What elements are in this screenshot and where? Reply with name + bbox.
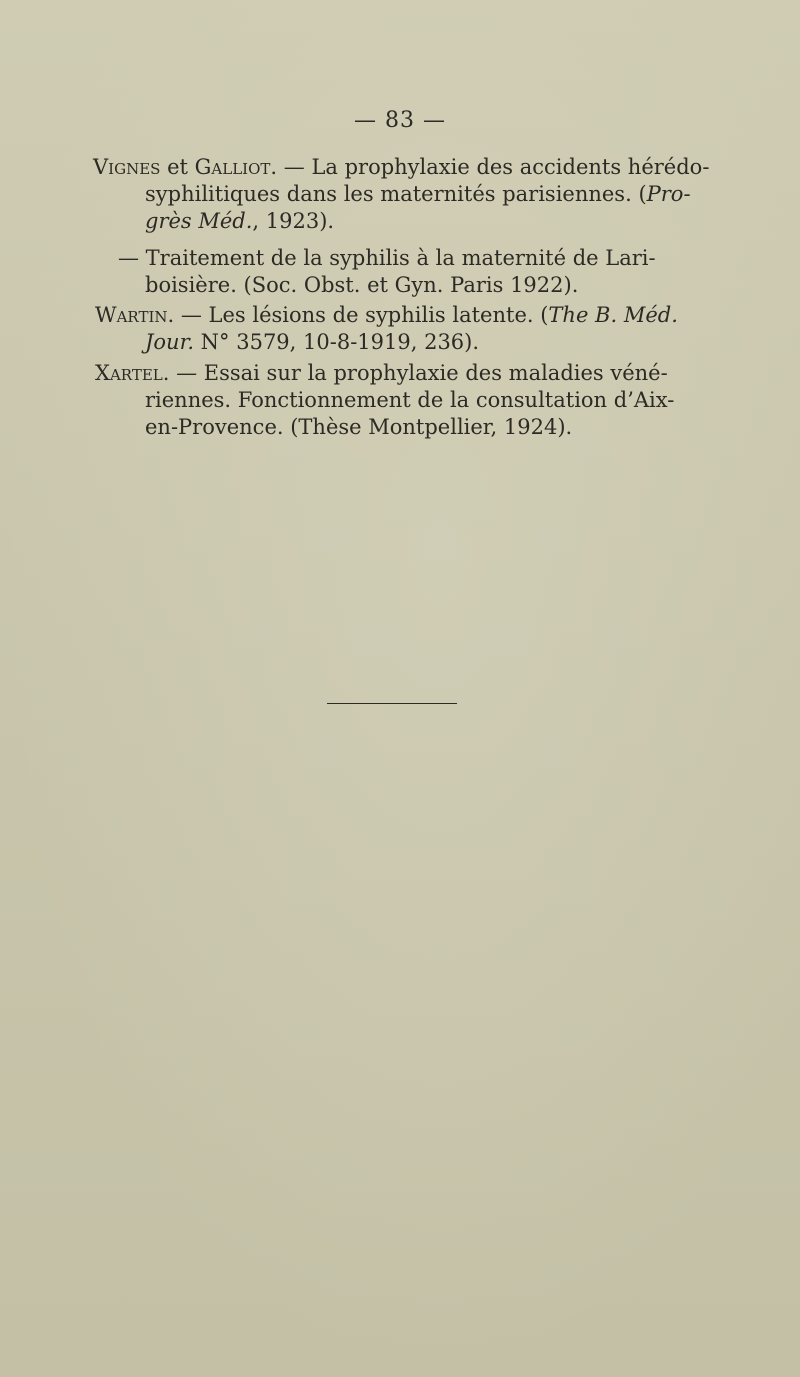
- entry-line: [118, 245, 738, 272]
- entry-text: — Traitement de la syphilis à la maternité de Lari-: [118, 246, 656, 270]
- entry-line: [95, 181, 715, 208]
- entry-line: [95, 302, 715, 329]
- entry-italic-text: Pro-: [646, 182, 691, 206]
- entry-text: — La prophylaxie des accidents hérédo-: [277, 155, 710, 179]
- entry-text: — Essai sur la prophylaxie des maladies véné-: [169, 361, 668, 385]
- entry-text: N° 3579, 10-8-1919, 236).: [194, 330, 480, 354]
- entry-text: — Les lésions de syphilis latente. (: [174, 303, 549, 327]
- bibliography-entry-wartin: [95, 302, 715, 356]
- entry-text: , 1923).: [252, 209, 335, 233]
- page-number: — 83 —: [354, 108, 446, 133]
- entry-line: [95, 329, 715, 356]
- author-name: Vignes: [93, 155, 161, 179]
- entry-line: [95, 360, 715, 387]
- entry-italic-text: The B. Méd.: [548, 303, 678, 327]
- entry-line: [95, 208, 715, 235]
- entry-text: syphilitiques dans les maternités parisiennes. (: [145, 182, 647, 206]
- entry-text: et: [160, 155, 195, 179]
- bibliography-entry-traitement: [118, 245, 738, 299]
- entry-text: boisière. (Soc. Obst. et Gyn. Paris 1922).: [145, 273, 579, 297]
- bibliography-entry-vignes-galliot: [95, 154, 715, 235]
- entry-line: [93, 154, 715, 181]
- entry-italic-text: Jour.: [145, 330, 194, 354]
- entry-line: [118, 272, 738, 299]
- bibliography-entry-xartel: [95, 360, 715, 441]
- entry-line: [95, 387, 715, 414]
- author-name: Galliot.: [194, 155, 278, 179]
- author-name: Wartin.: [95, 303, 175, 327]
- entry-italic-text: grès Méd.: [145, 209, 253, 233]
- entry-text: riennes. Fonctionnement de la consultation d’Aix-: [145, 388, 675, 412]
- section-end-rule: [327, 703, 457, 704]
- entry-line: [95, 414, 715, 441]
- entry-text: en-Provence. (Thèse Montpellier, 1924).: [145, 415, 573, 439]
- author-name: Xartel.: [95, 361, 170, 385]
